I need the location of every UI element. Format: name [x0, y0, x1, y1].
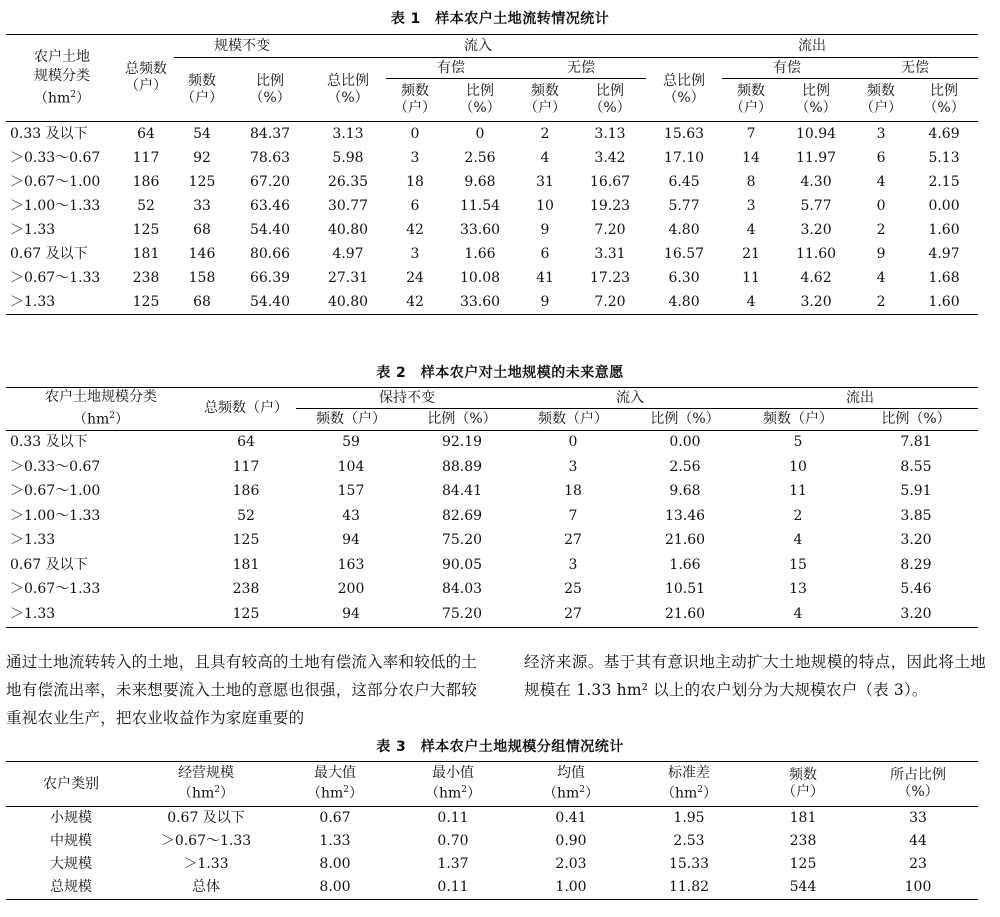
table1-cell: 6: [540, 245, 550, 262]
table1-cell: 14: [742, 149, 760, 166]
table2-cell: 0.33 及以下: [6, 430, 196, 455]
table1-cell: 6: [410, 197, 420, 214]
table1-cell: 78.63: [249, 149, 291, 166]
table3-caption: 表 3 样本农户土地规模分组情况统计: [376, 739, 624, 755]
table1-cell: 2.56: [464, 149, 496, 166]
table1-cell: 3: [852, 122, 910, 147]
table1-cell: 7.20: [574, 290, 646, 315]
table2-cell: 10.51: [664, 581, 706, 598]
table1-cell: 84.37: [230, 122, 310, 147]
table2-cell: 0.00: [628, 430, 742, 455]
table2-cell: 52: [237, 507, 255, 524]
table2-cell: 157: [337, 483, 365, 500]
table1-cell: 17.23: [589, 269, 631, 286]
table3-cell: ＞1.33: [183, 856, 229, 872]
table2-cell: 21.60: [628, 602, 742, 627]
table1-cell: 16.57: [663, 245, 705, 262]
table1-cell: 0.33 及以下: [6, 122, 118, 147]
table2-cell: 92.19: [406, 430, 518, 455]
table1-row: [6, 146, 978, 170]
table1: [6, 34, 978, 315]
table3-cell: 小规模: [6, 807, 136, 831]
table3-cell: 0.67 及以下: [136, 807, 276, 831]
table1-cell: 24: [406, 269, 424, 286]
table2-cell: 4: [742, 602, 854, 627]
table1-cell: 0.67 及以下: [10, 245, 88, 262]
table3-cell: 33: [858, 807, 978, 831]
table1-cell: 21: [742, 245, 760, 262]
table1-cell: 40.80: [327, 221, 369, 238]
body-paragraph-right: 经济来源。基于其有意识地主动扩大土地规模的特点，因此将土地规模在 1.33 hm² 以上的农户划分为大规模农户（表 3）。: [524, 653, 986, 699]
table2-row: [6, 504, 978, 529]
table2-cell: 64: [196, 430, 296, 455]
table3-cell: 44: [909, 833, 927, 849]
table2-cell: 181: [232, 556, 260, 573]
table2-cell: 1.66: [669, 556, 701, 573]
table1-cell: 6: [876, 149, 886, 166]
table1-cell: 5.98: [332, 149, 364, 166]
table2-cell: 5: [742, 430, 854, 455]
table1-cell: 8: [746, 173, 756, 190]
table2-cell: 5.46: [900, 581, 932, 598]
table3-cell: 23: [909, 856, 927, 872]
table2-cell: 11: [789, 483, 807, 500]
table2-cell: 88.89: [441, 458, 483, 475]
table1-cell: 158: [188, 269, 216, 286]
table1-cell: 33: [193, 197, 211, 214]
table1-cell: 0: [444, 122, 516, 147]
table1-cell: 3.31: [594, 245, 626, 262]
table1-cell: 4: [876, 173, 886, 190]
table1-cell: 66.39: [249, 269, 291, 286]
table1-cell: 0.00: [928, 197, 960, 214]
table1-cell: 4.97: [332, 245, 364, 262]
t1-h-sub-freq: 频数 （户）: [730, 83, 773, 116]
table3-cell: 181: [748, 807, 858, 831]
table1-row: [6, 242, 978, 266]
table1-cell: 19.23: [589, 197, 631, 214]
table1-cell: 9: [516, 290, 574, 315]
table3-cell: 0.67: [276, 807, 394, 831]
table2-cell: 2: [793, 507, 803, 524]
t2-h-ratio: 比例（%）: [650, 410, 720, 427]
table2-cell: 4: [793, 532, 803, 549]
t2-h-ratio: 比例（%）: [881, 410, 951, 427]
t3-h-max: 最大值 $(hm^2)$: [276, 762, 394, 807]
t1-h-sub-ratio: 比例 （%）: [589, 83, 631, 116]
table2-cell: 2.56: [669, 458, 701, 475]
table3-cell: 2.53: [673, 833, 705, 849]
t3-h-freq: 频数 （户）: [748, 762, 858, 807]
table2-cell: 94: [296, 602, 406, 627]
table2-cell: 104: [337, 458, 365, 475]
t1-h-inflow: 流入: [310, 35, 646, 58]
table1-cell: 3: [410, 149, 420, 166]
table1-cell: 4: [876, 269, 886, 286]
table3-cell: 0.11: [394, 807, 512, 831]
table3: [6, 761, 978, 900]
table1-cell: 3: [410, 245, 420, 262]
table1-cell: 6.30: [668, 269, 700, 286]
table2-cell: 25: [564, 581, 582, 598]
table1-cell: 181: [132, 245, 160, 262]
table1-cell: 68: [174, 290, 230, 315]
table3-cell: 0.11: [394, 876, 512, 900]
table1-cell: 3.13: [574, 122, 646, 147]
table3-cell: 总规模: [6, 876, 136, 900]
t1-h-sub-ratio: 比例 （%）: [459, 83, 501, 116]
table1-cell: 27.31: [327, 269, 369, 286]
table1-cell: 10.08: [459, 269, 501, 286]
table3-row: [6, 830, 978, 853]
table1-cell: 1.68: [928, 269, 960, 286]
table2-cell: 94: [342, 532, 360, 549]
table2-cell: 3.20: [854, 602, 978, 627]
table3-cell: 1.33: [319, 833, 351, 849]
table1-cell: 30.77: [327, 197, 369, 214]
table1-cell: ＞1.33: [6, 290, 118, 315]
t1-h-out-paid: 有偿: [722, 58, 852, 79]
table1-cell: 16.67: [589, 173, 631, 190]
t3-h-type: 农户类别: [6, 762, 136, 807]
table2-cell: 3: [568, 458, 578, 475]
table1-cell: ＞1.00～1.33: [10, 197, 101, 214]
table2-cell: ＞0.33～0.67: [10, 458, 101, 475]
table1-cell: 2.15: [928, 173, 960, 190]
table1-cell: 0: [876, 197, 886, 214]
table1-cell: 26.35: [327, 173, 369, 190]
table1-cell: 5.13: [928, 149, 960, 166]
table3-cell: 大规模: [50, 856, 92, 872]
t2-h-freq: 频数（户）: [538, 410, 608, 427]
table1-cell: 7: [722, 122, 780, 147]
table3-row: [6, 853, 978, 876]
table2-cell: 75.20: [406, 602, 518, 627]
table2-cell: 3: [568, 556, 578, 573]
table2-cell: 82.69: [441, 507, 483, 524]
table1-cell: ＞0.33～0.67: [10, 149, 101, 166]
t2-h-outflow: 流出: [742, 388, 978, 409]
table3-cell: 544: [748, 876, 858, 900]
t1-h-sub-freq: 频数 （户）: [524, 83, 566, 116]
t1-h-total-freq: 总频数 （户）: [118, 35, 174, 122]
t1-h-outflow: 流出: [646, 35, 978, 58]
table2-row: [6, 578, 978, 603]
table1-cell: 146: [188, 245, 216, 262]
table1-cell: 80.66: [249, 245, 291, 262]
table1-cell: 1.60: [928, 221, 960, 238]
table1-cell: 3.13: [310, 122, 386, 147]
table1-cell: ＞0.67～1.00: [10, 173, 101, 190]
table2-cell: 200: [337, 581, 365, 598]
table1-cell: 6.45: [668, 173, 700, 190]
table1-cell: 4.97: [928, 245, 960, 262]
t1-h-sub-ratio: 比例 （%）: [923, 83, 965, 116]
table1-cell: 63.46: [249, 197, 291, 214]
table2-cell: 186: [232, 483, 260, 500]
table1-cell: 68: [193, 221, 211, 238]
table1-cell: 5.77: [668, 197, 700, 214]
table2-cell: 43: [342, 507, 360, 524]
table2-cell: 5.91: [900, 483, 932, 500]
table1-cell: 64: [118, 122, 174, 147]
table1-cell: 5.77: [800, 197, 832, 214]
table1-cell: 11.54: [459, 197, 501, 214]
table1-cell: 1.60: [910, 290, 978, 315]
table1-cell: 3.42: [594, 149, 626, 166]
t1-h-sub-freq: 频数 （户）: [394, 83, 436, 116]
table2-cell: 238: [232, 581, 260, 598]
table3-cell: 11.82: [630, 876, 748, 900]
table1-cell: 2: [516, 122, 574, 147]
table1-cell: 4.80: [668, 221, 700, 238]
table2-row: [6, 455, 978, 480]
table2-row: [6, 602, 978, 627]
table1-cell: 4.69: [910, 122, 978, 147]
table2-cell: ＞0.67～1.00: [10, 483, 101, 500]
body-paragraph-left: 通过土地流转转入的土地，且具有较高的土地有偿流入率和较低的土地有偿流出率，未来想要流入土地的意愿也很强，这部分农户大都较重视农业生产，把农业收益作为家庭重要的: [6, 653, 478, 727]
table3-cell: 1.37: [437, 856, 469, 872]
table2-cell: 9.68: [669, 483, 701, 500]
table1-cell: 4.80: [646, 290, 722, 315]
table2-cell: 18: [564, 483, 582, 500]
t3-h-std: 标准差 $(hm^2)$: [630, 762, 748, 807]
table1-cell: 92: [193, 149, 211, 166]
table2-cell: 84.03: [441, 581, 483, 598]
table1-cell: 15.63: [646, 122, 722, 147]
table2-cell: ＞1.00～1.33: [10, 507, 101, 524]
table2-cell: ＞0.67～1.33: [10, 581, 101, 598]
table2-row: [6, 529, 978, 554]
table1-cell: 4: [540, 149, 550, 166]
t1-h-in-total: 总比例 （%）: [327, 72, 369, 106]
table1-cell: 41: [536, 269, 554, 286]
t1-h-in-free: 无偿: [516, 58, 646, 79]
table1-cell: 2: [852, 290, 910, 315]
table1-cell: 125: [118, 290, 174, 315]
table2-cell: 27: [564, 532, 582, 549]
t2-h-inflow: 流入: [518, 388, 742, 409]
table1-cell: 10.94: [780, 122, 852, 147]
table2-cell: 75.20: [441, 532, 483, 549]
t1-h-out-total: 总比例 （%）: [663, 72, 706, 106]
table1-cell: 3: [746, 197, 756, 214]
table2-row: [6, 480, 978, 505]
table2-cell: ＞1.33: [6, 602, 196, 627]
table1-cell: 11.60: [795, 245, 837, 262]
t1-h-unchanged: 规模不变: [174, 35, 310, 58]
table2-cell: 59: [296, 430, 406, 455]
table1-row: [6, 170, 978, 194]
t2-h-category: 农户土地规模分类 $(hm^2)$: [6, 388, 196, 431]
table3-cell: 8.00: [276, 876, 394, 900]
table1-row: [6, 122, 978, 147]
table3-cell: ＞0.67～1.33: [160, 833, 252, 849]
t3-h-mean: 均值 $(hm^2)$: [512, 762, 630, 807]
table3-cell: 中规模: [50, 833, 92, 849]
table1-cell: 7.20: [594, 221, 626, 238]
table3-row: [6, 876, 978, 900]
table1-cell: 9.68: [464, 173, 496, 190]
t2-h-freq: 频数（户）: [316, 410, 386, 427]
table3-cell: 125: [789, 856, 817, 872]
table3-cell: 238: [789, 833, 817, 849]
table2-cell: 7: [568, 507, 578, 524]
table3-row: [6, 807, 978, 831]
table1-cell: 54.40: [249, 221, 291, 238]
t1-h-ratio: 比例 （%）: [249, 72, 291, 106]
table2: [6, 387, 978, 628]
table2-cell: 27: [518, 602, 628, 627]
table1-cell: 42: [406, 221, 424, 238]
table1-cell: 117: [132, 149, 160, 166]
table2-cell: 10: [789, 458, 807, 475]
table2-cell: 0.67 及以下: [10, 556, 88, 573]
table2-cell: 21.60: [664, 532, 706, 549]
table3-cell: 1.00: [512, 876, 630, 900]
table1-cell: 3.20: [800, 221, 832, 238]
t3-h-share: 所占比例 （%）: [858, 762, 978, 807]
table2-cell: 3.20: [900, 532, 932, 549]
t2-h-keep: 保持不变: [296, 388, 518, 409]
table1-cell: 4.62: [800, 269, 832, 286]
table1-cell: 33.60: [459, 221, 501, 238]
table2-row: [6, 553, 978, 578]
table1-cell: 18: [406, 173, 424, 190]
table1-row: [6, 194, 978, 218]
table1-cell: 1.66: [464, 245, 496, 262]
table1-cell: 11: [742, 269, 760, 286]
table1-cell: 4: [746, 221, 756, 238]
t3-h-min: 最小值 $(hm^2)$: [394, 762, 512, 807]
table1-cell: 17.10: [663, 149, 705, 166]
table3-cell: 15.33: [668, 856, 710, 872]
table1-row: [6, 218, 978, 242]
table2-cell: 8.55: [900, 458, 932, 475]
t1-h-category: 农户土地 规模分类 $(hm^2)$: [6, 35, 118, 122]
table2-cell: 15: [789, 556, 807, 573]
table2-row: [6, 430, 978, 455]
t2-h-ratio: 比例（%）: [427, 410, 497, 427]
table1-cell: 33.60: [444, 290, 516, 315]
table2-cell: 84.41: [441, 483, 483, 500]
table2-cell: 13.46: [664, 507, 706, 524]
table3-cell: 1.95: [630, 807, 748, 831]
table3-cell: 0.70: [437, 833, 469, 849]
table3-cell: 8.00: [319, 856, 351, 872]
table3-cell: 0.41: [512, 807, 630, 831]
table1-cell: 186: [132, 173, 160, 190]
table1-cell: 11.97: [795, 149, 837, 166]
table1-cell: ＞1.33: [10, 221, 56, 238]
table2-cell: ＞1.33: [10, 532, 56, 549]
table1-cell: 4.30: [800, 173, 832, 190]
table1-row: [6, 290, 978, 315]
table1-cell: 42: [386, 290, 444, 315]
table1-cell: 3.20: [780, 290, 852, 315]
table1-cell: 40.80: [310, 290, 386, 315]
table2-cell: 7.81: [854, 430, 978, 455]
table1-cell: 52: [137, 197, 155, 214]
t1-h-in-paid: 有偿: [386, 58, 516, 79]
table2-cell: 0: [518, 430, 628, 455]
t3-h-scale: 经营规模 $(hm^2)$: [136, 762, 276, 807]
table1-cell: 9: [876, 245, 886, 262]
t2-h-total-freq: 总频数（户）: [196, 388, 296, 431]
table1-cell: 125: [132, 221, 160, 238]
table2-cell: 117: [232, 458, 260, 475]
table2-cell: 3.85: [900, 507, 932, 524]
table2-caption: 表 2 样本农户对土地规模的未来意愿: [376, 365, 624, 381]
table3-cell: 总体: [136, 876, 276, 900]
t1-h-sub-ratio: 比例 （%）: [795, 83, 837, 116]
t2-h-freq: 频数（户）: [763, 410, 833, 427]
table3-cell: 2.03: [555, 856, 587, 872]
table1-row: [6, 266, 978, 290]
table1-caption: 表 1 样本农户土地流转情况统计: [390, 11, 610, 27]
table1-cell: 31: [536, 173, 554, 190]
table2-cell: 163: [337, 556, 365, 573]
table2-cell: 125: [232, 532, 260, 549]
table2-cell: 13: [789, 581, 807, 598]
table1-cell: 238: [132, 269, 160, 286]
t1-h-out-free: 无偿: [852, 58, 978, 79]
table1-cell: 2: [876, 221, 886, 238]
table1-cell: 4: [722, 290, 780, 315]
table1-cell: 0: [386, 122, 444, 147]
table3-cell: 0.90: [555, 833, 587, 849]
table2-cell: 125: [196, 602, 296, 627]
table1-cell: 54.40: [230, 290, 310, 315]
table1-cell: 67.20: [249, 173, 291, 190]
table1-cell: 125: [188, 173, 216, 190]
table2-cell: 90.05: [441, 556, 483, 573]
table2-cell: 8.29: [900, 556, 932, 573]
table1-cell: 9: [540, 221, 550, 238]
t1-h-freq: 频数 （户）: [181, 72, 223, 106]
table1-cell: 54: [174, 122, 230, 147]
table3-cell: 100: [858, 876, 978, 900]
table1-cell: 10: [536, 197, 554, 214]
table1-cell: ＞0.67～1.33: [10, 269, 101, 286]
t1-h-sub-freq: 频数 （户）: [860, 83, 903, 116]
